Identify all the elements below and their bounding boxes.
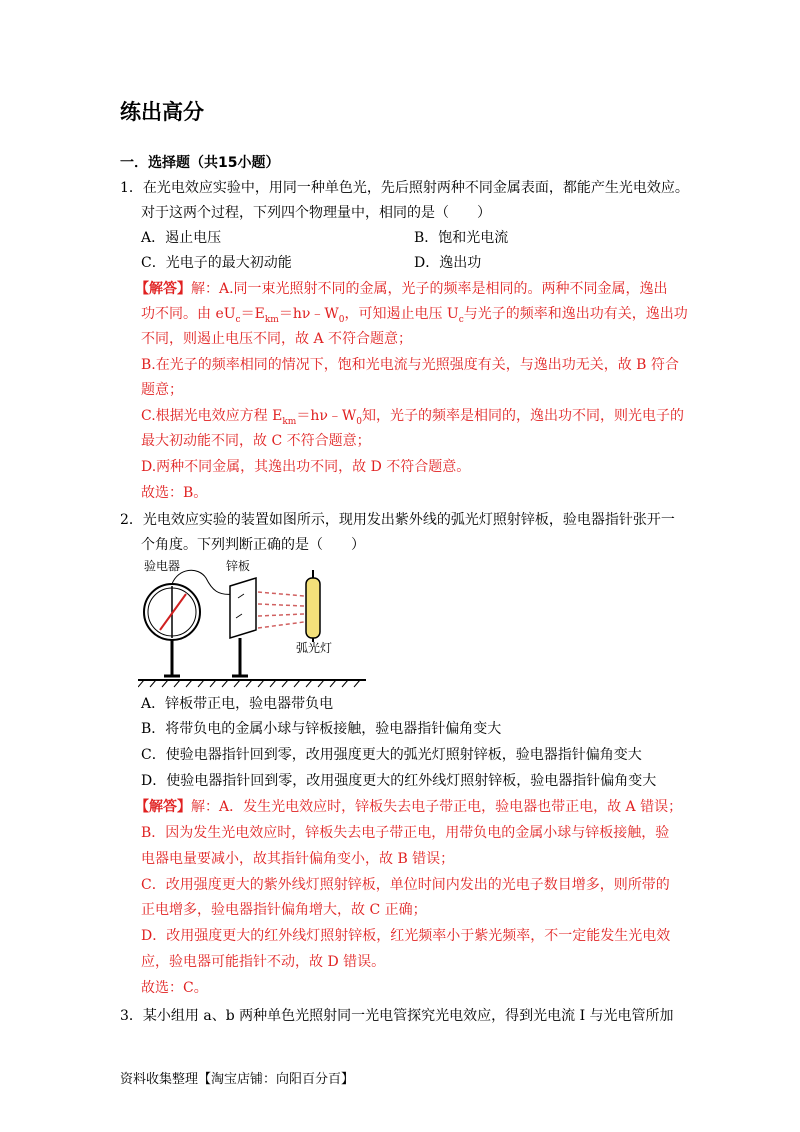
q1-answer-line6 bbox=[141, 406, 684, 432]
ray-3 bbox=[258, 614, 304, 616]
ground-hatch bbox=[138, 680, 360, 687]
q1-answer-line1 bbox=[135, 279, 668, 299]
q1-ans2h: c bbox=[458, 314, 464, 325]
hatch-7 bbox=[210, 680, 216, 687]
q1-ans6d: 0 bbox=[356, 416, 362, 427]
q1-option-d: D．逸出功 bbox=[414, 255, 482, 271]
q1-answer-line4: B.在光子的频率相同的情况下，饱和光电流与光照强度有关，与逸出功无关，故 B 符合 bbox=[141, 357, 679, 373]
q1-ans2f: 0 bbox=[338, 314, 345, 325]
photoelectric-apparatus-figure bbox=[138, 556, 368, 688]
q1-answer-line5: 题意； bbox=[141, 382, 183, 398]
q1-answer-tag: 【解答】 bbox=[135, 281, 191, 297]
q1-ans6b: km bbox=[282, 416, 297, 427]
hatch-5 bbox=[186, 680, 192, 687]
hatch-19 bbox=[354, 680, 360, 687]
hatch-12 bbox=[270, 680, 276, 687]
hatch-1 bbox=[138, 680, 144, 687]
arc-lamp-label: 弧光灯 bbox=[296, 641, 333, 655]
q1-stem-line2: 对于这两个过程，下列四个物理量中，相同的是（ ） bbox=[141, 205, 491, 221]
page-footer: 资料收集整理【淘宝店铺：向阳百分百】 bbox=[120, 1072, 355, 1087]
q2-answer-line4: C．改用强度更大的紫外线灯照射锌板，单位时间内发出的光电子数目增多，则所带的 bbox=[141, 877, 670, 893]
q1-option-a: A．遏止电压 bbox=[141, 230, 222, 246]
electroscope-label: 验电器 bbox=[144, 559, 181, 573]
q3-number: 3． bbox=[120, 1008, 143, 1024]
section-heading: 一．选择题（共15小题） bbox=[120, 155, 280, 171]
q3-stem-text1: 某小组用 a、b 两种单色光照射同一光电管探究光电效应，得到光电流 I 与光电管所加 bbox=[142, 1008, 674, 1024]
hatch-11 bbox=[258, 680, 264, 687]
q3-stem-line1 bbox=[120, 1006, 674, 1026]
hatch-17 bbox=[330, 680, 336, 687]
q2-option-a: A．锌板带正电，验电器带负电 bbox=[141, 696, 334, 712]
hatch-9 bbox=[234, 680, 240, 687]
q2-option-b: B．将带负电的金属小球与锌板接触，验电器指针偏角变大 bbox=[141, 721, 502, 737]
hatch-13 bbox=[282, 680, 288, 687]
q2-answer-line5: 正电增多，验电器指针偏角增大，故 C 正确； bbox=[141, 902, 427, 918]
q2-stem-line2: 个角度。下列判断正确的是（ ） bbox=[141, 537, 365, 553]
q2-answer-line2: B．因为发生光电效应时，锌板失去电子带正电，用带负电的金属小球与锌板接触，验 bbox=[141, 825, 670, 841]
arc-lamp bbox=[306, 578, 320, 638]
hatch-3 bbox=[162, 680, 168, 687]
q1-stem-text1: 在光电效应实验中，用同一种单色光，先后照射两种不同金属表面，都能产生光电效应。 bbox=[142, 180, 689, 196]
q1-option-c: C．光电子的最大初动能 bbox=[141, 255, 292, 271]
hatch-18 bbox=[342, 680, 348, 687]
q2-option-c: C．使验电器指针回到零，改用强度更大的弧光灯照射锌板，验电器指针偏角变大 bbox=[141, 747, 642, 763]
q1-ans2e: ＝hν﹣W bbox=[278, 306, 339, 322]
q1-answer-text1: 解：A.同一束光照射不同的金属，光子的频率是相同的。两种不同金属，逸出 bbox=[191, 281, 668, 297]
hatch-16 bbox=[318, 680, 324, 687]
q1-option-b: B．饱和光电流 bbox=[414, 230, 509, 246]
q2-number: 2． bbox=[120, 512, 143, 528]
q2-answer-line1 bbox=[135, 797, 682, 817]
q2-answer-tag: 【解答】 bbox=[135, 799, 191, 815]
q1-answer-line9: 故选：B。 bbox=[141, 485, 208, 501]
ray-2 bbox=[258, 604, 304, 606]
q1-ans2b: c bbox=[235, 314, 241, 325]
hatch-4 bbox=[174, 680, 180, 687]
q1-answer-line8: D.两种不同金属，其逸出功不同，故 D 不符合题意。 bbox=[141, 459, 471, 475]
uv-rays bbox=[258, 592, 304, 628]
hatch-2 bbox=[150, 680, 156, 687]
zinc-plate bbox=[230, 578, 256, 638]
ray-4 bbox=[258, 622, 304, 628]
q1-number: 1． bbox=[120, 180, 143, 196]
hatch-6 bbox=[198, 680, 204, 687]
q1-ans2i: 与光子的频率和逸出功有关，逸出功 bbox=[463, 306, 688, 322]
q2-answer-line7: 应，验电器可能指针不动，故 D 错误。 bbox=[141, 954, 386, 970]
q2-answer-line3: 电器电量要减小，故其指针偏角变小，故 B 错误； bbox=[141, 851, 455, 867]
hatch-15 bbox=[306, 680, 312, 687]
q2-answer-text1: 解：A．发生光电效应时，锌板失去电子带正电，验电器也带正电，故 A 错误； bbox=[191, 799, 683, 815]
ray-1 bbox=[258, 592, 304, 596]
hatch-14 bbox=[294, 680, 300, 687]
q1-ans6a: C.根据光电效应方程 E bbox=[141, 408, 283, 424]
q1-stem-line1 bbox=[120, 178, 689, 198]
q1-answer-line3: 不同，则遏止电压不同，故 A 不符合题意； bbox=[141, 331, 413, 347]
q1-ans2g: ，可知遏止电压 U bbox=[344, 306, 459, 322]
q1-answer-line2 bbox=[141, 304, 688, 330]
q2-stem-line1 bbox=[120, 510, 675, 530]
q1-answer-line7: 最大初动能不同，故 C 不符合题意； bbox=[141, 433, 371, 449]
hatch-8 bbox=[222, 680, 228, 687]
q1-ans6c: ＝hν﹣W bbox=[296, 408, 357, 424]
q2-answer-line6: D．改用强度更大的红外线灯照射锌板，红光频率小于紫光频率，不一定能发生光电效 bbox=[141, 928, 671, 944]
q1-ans2d: km bbox=[264, 314, 279, 325]
q1-ans6e: 知，光子的频率是相同的，逸出功不同，则光电子的 bbox=[362, 408, 684, 424]
q1-ans2a: 功不同。由 eU bbox=[141, 306, 236, 322]
q1-ans2c: ＝E bbox=[240, 306, 265, 322]
q2-answer-line8: 故选：C。 bbox=[141, 980, 208, 996]
q2-stem-text1: 光电效应实验的装置如图所示，现用发出紫外线的弧光灯照射锌板，验电器指针张开一 bbox=[142, 512, 675, 528]
hatch-10 bbox=[246, 680, 252, 687]
page-title: 练出高分 bbox=[120, 100, 204, 124]
zinc-plate-label: 锌板 bbox=[226, 559, 251, 573]
q2-option-d: D．使验电器指针回到零，改用强度更大的红外线灯照射锌板，验电器指针偏角变大 bbox=[141, 773, 657, 789]
